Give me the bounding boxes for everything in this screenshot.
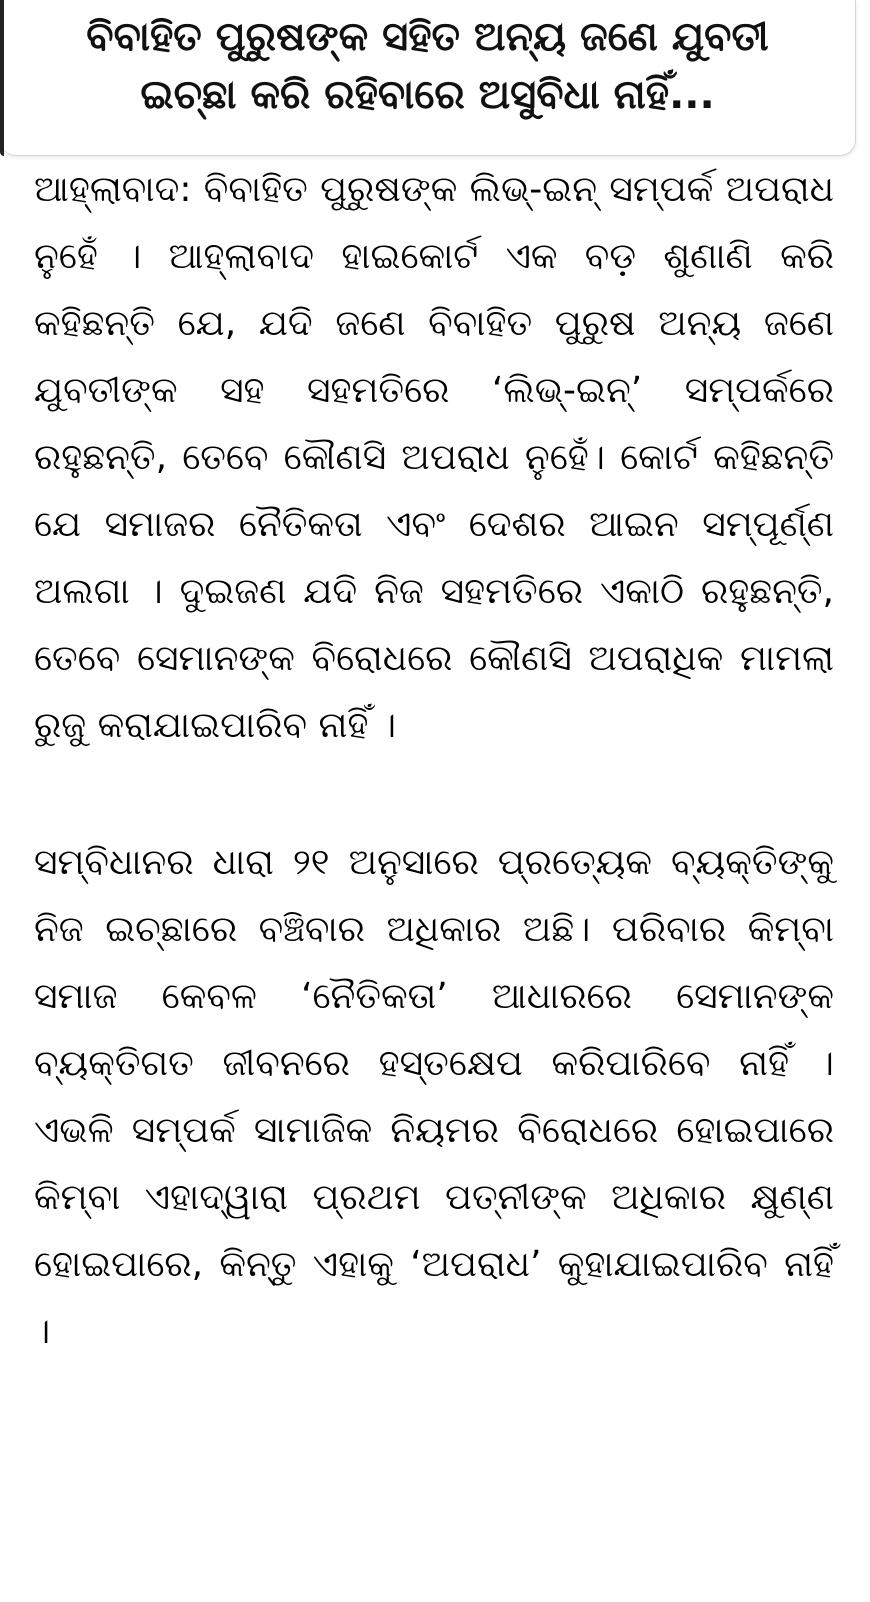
headline-banner <box>0 0 856 156</box>
article-paragraph-1: ଆହ୍ଲାବାଦ: ବିବାହିତ ପୁରୁଷଙ୍କ ଲିଭ୍-ଇନ୍ ସମ୍ପର୍କ ଅପରାଧ ନୁହେଁ । ଆହ୍ଲାବାଦ ହାଇକୋର୍ଟ ଏକ ବଡ଼ ଶୁଣାଣି କରି କହିଛନ୍ତି ଯେ, ଯଦି ଜଣେ ବିବାହିତ ପୁରୁଷ ଅନ୍ୟ ଜଣେ ଯୁବତୀଙ୍କ ସହ ସହମତିରେ ‘ଲିଭ୍-ଇନ୍’ ସମ୍ପର୍କରେ ରହୁଛନ୍ତି, ତେବେ କୌଣସି ଅପରାଧ ନୁହେଁ। କୋର୍ଟ କହିଛନ୍ତି ଯେ ସମାଜର ନୈତିକତା ଏବଂ ଦେଶର ଆଇନ ସମ୍ପୂର୍ଣ୍ଣ ଅଲଗା । ଦୁଇଜଣ ଯଦି ନିଜ ସହମତିରେ ଏକାଠି ରହୁଛନ୍ତି, ତେବେ ସେମାନଙ୍କ ବିରୋଧରେ କୌଣସି ଅପରାଧିକ ମାମଲା ରୁଜୁ କରାଯାଇପାରିବ ନାହିଁ । <box>34 169 834 746</box>
article-paragraph-2: ସମ୍ବିଧାନର ଧାରା ୨୧ ଅନୁସାରେ ପ୍ରତ୍ୟେକ ବ୍ୟକ୍ତିଙ୍କୁ ନିଜ ଇଚ୍ଛାରେ ବଞ୍ଚିବାର ଅଧିକାର ଅଛି। ପରିବାର କିମ୍ବା ସମାଜ କେବଳ ‘ନୈତିକତା’ ଆଧାରରେ ସେମାନଙ୍କ ବ୍ୟକ୍ତିଗତ ଜୀବନରେ ହସ୍ତକ୍ଷେପ କରିପାରିବେ ନାହିଁ । ଏଭଳି ସମ୍ପର୍କ ସାମାଜିକ ନିୟମର ବିରୋଧରେ ହୋଇପାରେ କିମ୍ବା ଏହାଦ୍ୱାରା ପ୍ରଥମ ପତ୍ନୀଙ୍କ ଅଧିକାର କ୍ଷୁଣ୍ଣ ହୋଇପାରେ, କିନ୍ତୁ ଏହାକୁ ‘ଅପରାଧ’ କୁହାଯାଇପାରିବ ନାହିଁ । <box>34 842 834 1352</box>
headline <box>0 0 855 124</box>
article-body <box>34 156 834 1365</box>
headline-line-1: ବିବାହିତ ପୁରୁଷଙ୍କ ସହିତ ଅନ୍ୟ ଜଣେ ଯୁବତୀ <box>86 14 769 60</box>
paragraph-spacer <box>34 759 834 829</box>
banner-edge <box>0 0 4 156</box>
headline-line-2: ଇଚ୍ଛା କରି ରହିବାରେ ଅସୁବିଧା ନାହିଁ... <box>140 72 715 118</box>
